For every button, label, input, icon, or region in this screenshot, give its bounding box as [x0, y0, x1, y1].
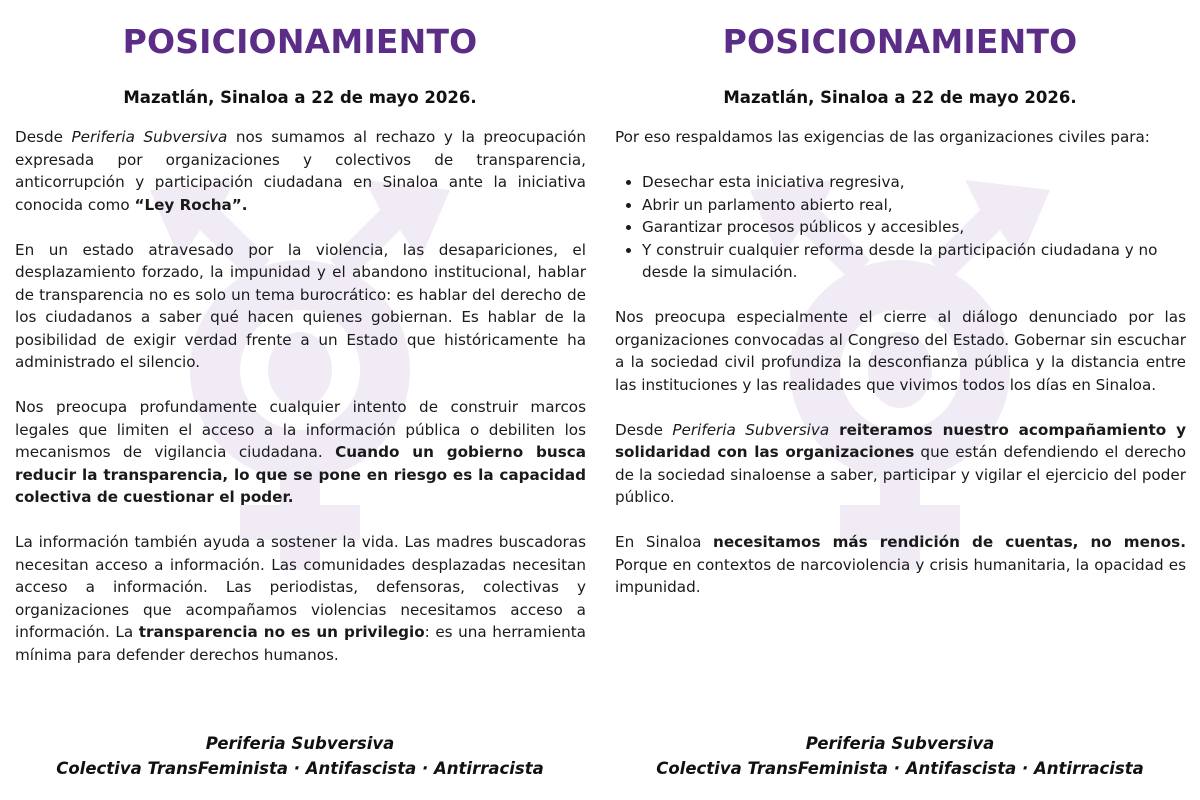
list-item: • Garantizar procesos públicos y accesibles,	[642, 216, 1186, 239]
signature	[0, 731, 600, 781]
date-line: Mazatlán, Sinaloa a 22 de mayo 2026.	[723, 88, 1077, 107]
demands-list	[615, 171, 1186, 284]
paragraph-1: Desde Periferia Subversiva nos sumamos al rechazo y la preocupación expresada por organizaciones y colectivos de transparencia, anticorrupción y participación ciudadana en Sinaloa ante la iniciativa conocida como “Ley Rocha”.	[15, 128, 587, 214]
signature-tagline: Colectiva TransFeminista · Antifascista · Antirracista	[656, 759, 1144, 778]
statement-body	[15, 126, 586, 689]
page-right	[600, 0, 1200, 800]
signature-org: Periferia Subversiva	[205, 734, 395, 753]
signature	[600, 731, 1200, 781]
paragraph-4: La información también ayuda a sostener la vida. Las madres buscadoras necesitan acceso a información. Las comunidades desplazadas necesitan acceso a información. Las periodistas, defensoras, colectivas y organizaciones que acompañamos violencias necesitamos acceso a información. La transparencia no es un privilegio: es una herramienta mínima para defender derechos humanos.	[15, 533, 586, 664]
list-item: • Desechar esta iniciativa regresiva,	[642, 171, 1186, 194]
paragraph-3: Desde Periferia Subversiva reiteramos nuestro acompañamiento y solidaridad con las organizaciones que están defendiendo el derecho de la sociedad sinaloense a saber, participar y vigilar el ejercicio del poder público.	[615, 420, 1186, 506]
paragraph-intro: Por eso respaldamos las exigencias de las organizaciones civiles para:	[615, 128, 1150, 146]
signature-tagline: Colectiva TransFeminista · Antifascista · Antirracista	[56, 759, 544, 778]
org-name: Periferia Subversiva	[71, 128, 228, 146]
paragraph-3: Nos preocupa profundamente cualquier intento de construir marcos legales que limiten el acceso a la información pública o debiliten los mecanismos de vigilancia ciudadana. Cuando un gobierno busca reducir la transparencia, lo que se pone en riesgo es la capacidad colectiva de cuestionar el poder.	[15, 398, 586, 506]
statement-body	[615, 126, 1186, 621]
paragraph-4: En Sinaloa necesitamos más rendición de cuentas, no menos. Porque en contextos de narcoviolencia y crisis humanitaria, la opacidad es impunidad.	[615, 533, 1186, 596]
page-title: POSICIONAMIENTO	[722, 22, 1078, 61]
list-item: • Abrir un parlamento abierto real,	[642, 194, 1186, 217]
signature-org: Periferia Subversiva	[805, 734, 995, 753]
paragraph-2: En un estado atravesado por la violencia, las desapariciones, el desplazamiento forzado, la impunidad y el abandono institucional, hablar de transparencia no es solo un tema burocrático: es hablar del derecho de los ciudadanos a saber qué hacen quienes gobiernan. Es hablar de la posibilidad de exigir verdad frente a un Estado que históricamente ha administrado el silencio.	[15, 240, 586, 371]
page-title: POSICIONAMIENTO	[122, 22, 478, 61]
law-name: “Ley Rocha”.	[134, 195, 248, 214]
paragraph-2: Nos preocupa especialmente el cierre al diálogo denunciado por las organizaciones convocadas al Congreso del Estado. Gobernar sin escuchar a la sociedad civil profundiza la desconfianza pública y la distancia entre las instituciones y las realidades que vivimos todos los días en Sinaloa.	[615, 308, 1186, 394]
org-name: Periferia Subversiva	[672, 420, 830, 439]
date-line: Mazatlán, Sinaloa a 22 de mayo 2026.	[123, 88, 477, 107]
list-item: • Y construir cualquier reforma desde la participación ciudadana y no desde la simulación.	[642, 239, 1186, 284]
